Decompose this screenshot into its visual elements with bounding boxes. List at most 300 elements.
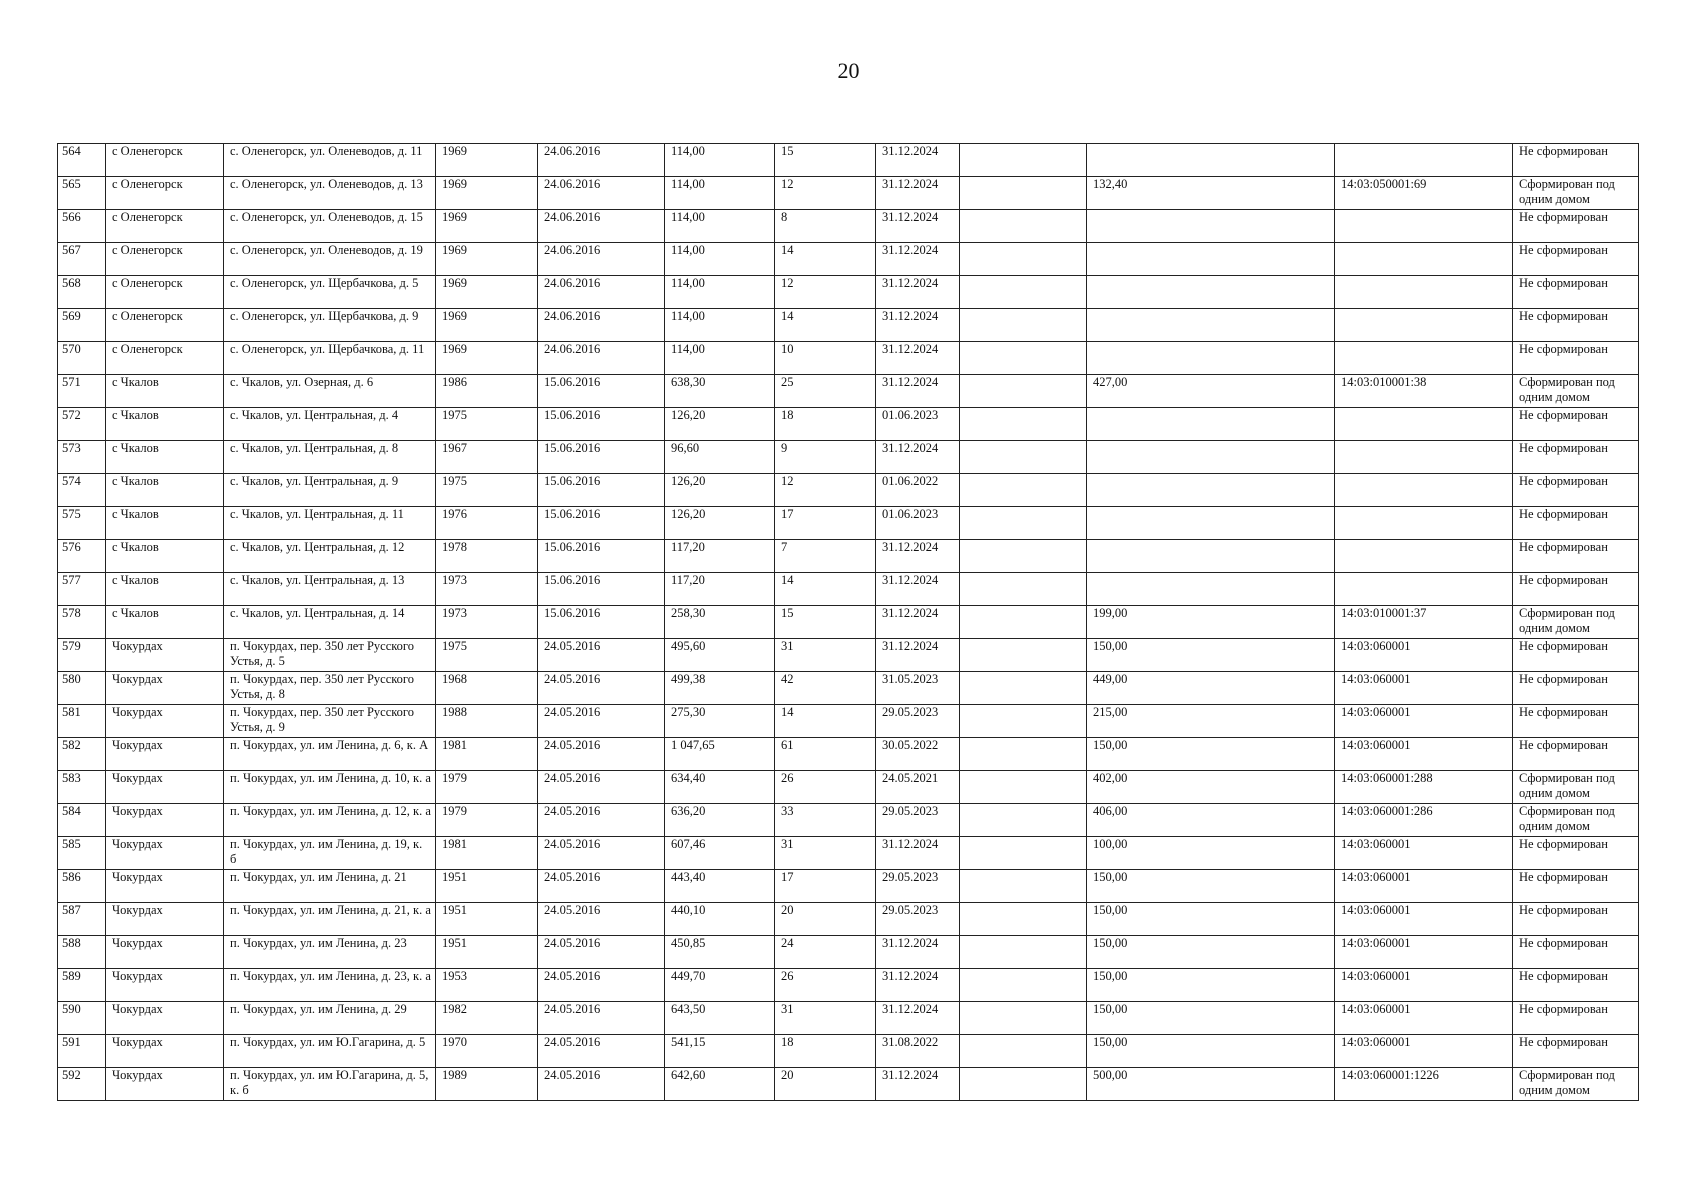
cell-area: 440,10 (665, 903, 775, 936)
cell-year-built: 1975 (436, 474, 538, 507)
cell-area: 114,00 (665, 243, 775, 276)
cell-land-status: Сформирован под одним домом (1513, 804, 1639, 837)
cell-area: 607,46 (665, 837, 775, 870)
cell-residents: 31 (775, 837, 876, 870)
cell-land-status: Не сформирован (1513, 276, 1639, 309)
cell-area: 126,20 (665, 408, 775, 441)
cell-land-area: 406,00 (1087, 804, 1335, 837)
cell-cadastral-number (1335, 210, 1513, 243)
cell-settlement: с Чкалов (106, 540, 224, 573)
cell-land-area: 150,00 (1087, 870, 1335, 903)
cell-deadline: 29.05.2023 (876, 870, 960, 903)
cell-area: 114,00 (665, 177, 775, 210)
cell-deadline: 31.12.2024 (876, 1002, 960, 1035)
cell-area: 117,20 (665, 540, 775, 573)
cell-year-built: 1979 (436, 804, 538, 837)
cell-land-area (1087, 309, 1335, 342)
cell-year-built: 1953 (436, 969, 538, 1002)
table-row (58, 144, 1639, 177)
cell-area: 443,40 (665, 870, 775, 903)
table-row (58, 177, 1639, 210)
cell-address: с. Чкалов, ул. Центральная, д. 4 (224, 408, 436, 441)
cell-land-area (1087, 573, 1335, 606)
table-row (58, 540, 1639, 573)
cell-residents: 33 (775, 804, 876, 837)
cell-survey-date: 24.05.2016 (538, 1035, 665, 1068)
cell-row-number: 582 (58, 738, 106, 771)
cell-deadline: 31.12.2024 (876, 837, 960, 870)
cell-row-number: 590 (58, 1002, 106, 1035)
cell-deadline: 31.12.2024 (876, 243, 960, 276)
cell-land-status: Сформирован под одним домом (1513, 375, 1639, 408)
cell-extra (960, 474, 1087, 507)
table-row (58, 804, 1639, 837)
cell-residents: 25 (775, 375, 876, 408)
cell-land-status: Не сформирован (1513, 507, 1639, 540)
cell-extra (960, 144, 1087, 177)
cell-area: 499,38 (665, 672, 775, 705)
cell-cadastral-number (1335, 309, 1513, 342)
cell-extra (960, 1068, 1087, 1101)
cell-address: п. Чокурдах, ул. им Ленина, д. 6, к. А (224, 738, 436, 771)
cell-extra (960, 771, 1087, 804)
cell-row-number: 573 (58, 441, 106, 474)
cell-survey-date: 24.06.2016 (538, 210, 665, 243)
cell-settlement: с Оленегорск (106, 276, 224, 309)
cell-land-status: Сформирован под одним домом (1513, 177, 1639, 210)
cell-land-status: Не сформирован (1513, 1035, 1639, 1068)
cell-address: с. Чкалов, ул. Центральная, д. 9 (224, 474, 436, 507)
cell-land-status: Не сформирован (1513, 639, 1639, 672)
cell-deadline: 29.05.2023 (876, 705, 960, 738)
cell-deadline: 31.12.2024 (876, 342, 960, 375)
cell-extra (960, 837, 1087, 870)
cell-survey-date: 24.05.2016 (538, 936, 665, 969)
cell-row-number: 567 (58, 243, 106, 276)
cell-cadastral-number: 14:03:060001:286 (1335, 804, 1513, 837)
cell-year-built: 1986 (436, 375, 538, 408)
cell-area: 114,00 (665, 210, 775, 243)
cell-year-built: 1978 (436, 540, 538, 573)
table-row (58, 243, 1639, 276)
cell-cadastral-number: 14:03:060001 (1335, 1002, 1513, 1035)
cell-deadline: 31.12.2024 (876, 1068, 960, 1101)
cell-survey-date: 24.05.2016 (538, 1002, 665, 1035)
cell-area: 117,20 (665, 573, 775, 606)
cell-survey-date: 24.05.2016 (538, 837, 665, 870)
cell-cadastral-number (1335, 276, 1513, 309)
table-row (58, 342, 1639, 375)
cell-land-area (1087, 342, 1335, 375)
cell-residents: 7 (775, 540, 876, 573)
cell-address: п. Чокурдах, ул. им Ленина, д. 12, к. а (224, 804, 436, 837)
page-number: 20 (837, 58, 860, 83)
cell-row-number: 578 (58, 606, 106, 639)
cell-extra (960, 606, 1087, 639)
cell-extra (960, 210, 1087, 243)
cell-address: п. Чокурдах, ул. им Ленина, д. 10, к. а (224, 771, 436, 804)
cell-land-area (1087, 540, 1335, 573)
cell-cadastral-number (1335, 342, 1513, 375)
table-row (58, 771, 1639, 804)
cell-deadline: 01.06.2023 (876, 507, 960, 540)
cell-land-status: Сформирован под одним домом (1513, 1068, 1639, 1101)
table-row (58, 474, 1639, 507)
cell-survey-date: 24.06.2016 (538, 276, 665, 309)
cell-extra (960, 507, 1087, 540)
cell-address: с. Оленегорск, ул. Щербачкова, д. 5 (224, 276, 436, 309)
cell-row-number: 575 (58, 507, 106, 540)
cell-cadastral-number: 14:03:050001:69 (1335, 177, 1513, 210)
cell-row-number: 568 (58, 276, 106, 309)
cell-survey-date: 15.06.2016 (538, 507, 665, 540)
cell-land-area: 199,00 (1087, 606, 1335, 639)
cell-residents: 14 (775, 243, 876, 276)
cell-settlement: с Чкалов (106, 606, 224, 639)
cell-residents: 14 (775, 573, 876, 606)
cell-land-area: 150,00 (1087, 969, 1335, 1002)
cell-residents: 8 (775, 210, 876, 243)
cell-year-built: 1969 (436, 177, 538, 210)
housing-registry-table (57, 143, 1639, 1101)
cell-land-status: Не сформирован (1513, 540, 1639, 573)
cell-extra (960, 738, 1087, 771)
cell-survey-date: 24.05.2016 (538, 738, 665, 771)
cell-area: 634,40 (665, 771, 775, 804)
cell-year-built: 1969 (436, 210, 538, 243)
cell-area: 275,30 (665, 705, 775, 738)
cell-settlement: Чокурдах (106, 870, 224, 903)
cell-residents: 17 (775, 870, 876, 903)
cell-settlement: Чокурдах (106, 738, 224, 771)
cell-extra (960, 1035, 1087, 1068)
cell-extra (960, 705, 1087, 738)
cell-deadline: 31.12.2024 (876, 606, 960, 639)
cell-survey-date: 15.06.2016 (538, 408, 665, 441)
cell-settlement: с Чкалов (106, 507, 224, 540)
cell-settlement: Чокурдах (106, 837, 224, 870)
cell-survey-date: 24.05.2016 (538, 672, 665, 705)
cell-year-built: 1967 (436, 441, 538, 474)
cell-residents: 24 (775, 936, 876, 969)
cell-area: 636,20 (665, 804, 775, 837)
cell-address: с. Чкалов, ул. Центральная, д. 12 (224, 540, 436, 573)
table-row (58, 969, 1639, 1002)
cell-land-area (1087, 243, 1335, 276)
cell-area: 126,20 (665, 507, 775, 540)
cell-address: с. Оленегорск, ул. Щербачкова, д. 9 (224, 309, 436, 342)
cell-cadastral-number: 14:03:060001 (1335, 903, 1513, 936)
cell-area: 449,70 (665, 969, 775, 1002)
cell-address: с. Чкалов, ул. Озерная, д. 6 (224, 375, 436, 408)
cell-settlement: с Чкалов (106, 375, 224, 408)
cell-cadastral-number (1335, 441, 1513, 474)
cell-cadastral-number (1335, 507, 1513, 540)
cell-cadastral-number: 14:03:060001 (1335, 672, 1513, 705)
cell-land-status: Не сформирован (1513, 474, 1639, 507)
cell-settlement: Чокурдах (106, 969, 224, 1002)
table-row (58, 639, 1639, 672)
cell-deadline: 31.12.2024 (876, 969, 960, 1002)
cell-address: с. Оленегорск, ул. Щербачкова, д. 11 (224, 342, 436, 375)
cell-land-area (1087, 441, 1335, 474)
cell-area: 541,15 (665, 1035, 775, 1068)
cell-year-built: 1951 (436, 903, 538, 936)
cell-year-built: 1975 (436, 639, 538, 672)
cell-settlement: с Оленегорск (106, 309, 224, 342)
cell-land-status: Не сформирован (1513, 903, 1639, 936)
cell-survey-date: 24.06.2016 (538, 243, 665, 276)
cell-land-area: 150,00 (1087, 639, 1335, 672)
cell-year-built: 1981 (436, 837, 538, 870)
cell-deadline: 29.05.2023 (876, 903, 960, 936)
cell-land-area: 500,00 (1087, 1068, 1335, 1101)
cell-deadline: 31.12.2024 (876, 540, 960, 573)
cell-residents: 20 (775, 903, 876, 936)
cell-deadline: 24.05.2021 (876, 771, 960, 804)
cell-land-status: Не сформирован (1513, 870, 1639, 903)
table-row (58, 210, 1639, 243)
cell-extra (960, 243, 1087, 276)
cell-land-status: Не сформирован (1513, 573, 1639, 606)
table-row (58, 1002, 1639, 1035)
cell-year-built: 1982 (436, 1002, 538, 1035)
cell-extra (960, 672, 1087, 705)
cell-survey-date: 15.06.2016 (538, 474, 665, 507)
table-row (58, 441, 1639, 474)
cell-cadastral-number (1335, 573, 1513, 606)
cell-land-status: Не сформирован (1513, 738, 1639, 771)
cell-settlement: Чокурдах (106, 771, 224, 804)
cell-residents: 18 (775, 408, 876, 441)
cell-year-built: 1969 (436, 309, 538, 342)
cell-cadastral-number (1335, 144, 1513, 177)
cell-survey-date: 15.06.2016 (538, 540, 665, 573)
cell-deadline: 31.12.2024 (876, 573, 960, 606)
cell-year-built: 1951 (436, 936, 538, 969)
cell-address: п. Чокурдах, ул. им Ленина, д. 23, к. а (224, 969, 436, 1002)
table-row (58, 375, 1639, 408)
cell-land-area (1087, 144, 1335, 177)
cell-settlement: с Чкалов (106, 441, 224, 474)
cell-area: 642,60 (665, 1068, 775, 1101)
cell-area: 638,30 (665, 375, 775, 408)
cell-area: 114,00 (665, 309, 775, 342)
cell-cadastral-number (1335, 474, 1513, 507)
cell-residents: 26 (775, 771, 876, 804)
cell-deadline: 31.12.2024 (876, 144, 960, 177)
cell-row-number: 580 (58, 672, 106, 705)
cell-extra (960, 804, 1087, 837)
cell-settlement: Чокурдах (106, 1002, 224, 1035)
cell-settlement: с Оленегорск (106, 177, 224, 210)
cell-year-built: 1969 (436, 342, 538, 375)
cell-settlement: с Оленегорск (106, 210, 224, 243)
cell-extra (960, 276, 1087, 309)
cell-land-area: 150,00 (1087, 903, 1335, 936)
table-row (58, 870, 1639, 903)
cell-cadastral-number (1335, 243, 1513, 276)
cell-row-number: 579 (58, 639, 106, 672)
cell-land-status: Не сформирован (1513, 672, 1639, 705)
cell-extra (960, 870, 1087, 903)
table-body (58, 144, 1639, 1101)
cell-extra (960, 903, 1087, 936)
cell-address: п. Чокурдах, ул. им Ленина, д. 21 (224, 870, 436, 903)
cell-deadline: 31.08.2022 (876, 1035, 960, 1068)
cell-cadastral-number (1335, 540, 1513, 573)
cell-settlement: Чокурдах (106, 1035, 224, 1068)
cell-extra (960, 177, 1087, 210)
cell-residents: 42 (775, 672, 876, 705)
cell-deadline: 30.05.2022 (876, 738, 960, 771)
cell-row-number: 591 (58, 1035, 106, 1068)
cell-row-number: 581 (58, 705, 106, 738)
cell-settlement: Чокурдах (106, 639, 224, 672)
cell-settlement: Чокурдах (106, 705, 224, 738)
cell-land-status: Не сформирован (1513, 408, 1639, 441)
cell-extra (960, 936, 1087, 969)
cell-survey-date: 15.06.2016 (538, 441, 665, 474)
cell-residents: 31 (775, 1002, 876, 1035)
cell-residents: 9 (775, 441, 876, 474)
cell-land-area: 132,40 (1087, 177, 1335, 210)
cell-survey-date: 24.05.2016 (538, 1068, 665, 1101)
cell-land-area: 427,00 (1087, 375, 1335, 408)
cell-address: с. Чкалов, ул. Центральная, д. 13 (224, 573, 436, 606)
cell-area: 1 047,65 (665, 738, 775, 771)
cell-year-built: 1969 (436, 276, 538, 309)
cell-year-built: 1975 (436, 408, 538, 441)
cell-row-number: 585 (58, 837, 106, 870)
cell-residents: 10 (775, 342, 876, 375)
cell-settlement: с Оленегорск (106, 342, 224, 375)
cell-extra (960, 309, 1087, 342)
cell-survey-date: 24.06.2016 (538, 144, 665, 177)
cell-land-status: Сформирован под одним домом (1513, 771, 1639, 804)
cell-area: 114,00 (665, 276, 775, 309)
cell-row-number: 571 (58, 375, 106, 408)
cell-cadastral-number: 14:03:060001 (1335, 1035, 1513, 1068)
cell-cadastral-number: 14:03:010001:37 (1335, 606, 1513, 639)
cell-row-number: 588 (58, 936, 106, 969)
cell-cadastral-number: 14:03:060001 (1335, 705, 1513, 738)
cell-extra (960, 1002, 1087, 1035)
cell-cadastral-number: 14:03:060001 (1335, 870, 1513, 903)
cell-land-status: Не сформирован (1513, 243, 1639, 276)
cell-row-number: 589 (58, 969, 106, 1002)
cell-residents: 12 (775, 276, 876, 309)
cell-residents: 17 (775, 507, 876, 540)
cell-settlement: Чокурдах (106, 804, 224, 837)
cell-land-area (1087, 276, 1335, 309)
cell-row-number: 584 (58, 804, 106, 837)
cell-row-number: 587 (58, 903, 106, 936)
cell-residents: 18 (775, 1035, 876, 1068)
cell-residents: 14 (775, 705, 876, 738)
cell-year-built: 1973 (436, 606, 538, 639)
cell-survey-date: 24.05.2016 (538, 870, 665, 903)
table-row (58, 573, 1639, 606)
cell-residents: 12 (775, 474, 876, 507)
cell-address: п. Чокурдах, пер. 350 лет Русского Устья, д. 9 (224, 705, 436, 738)
cell-year-built: 1989 (436, 1068, 538, 1101)
cell-cadastral-number (1335, 408, 1513, 441)
table-row (58, 903, 1639, 936)
cell-land-status: Не сформирован (1513, 309, 1639, 342)
cell-row-number: 570 (58, 342, 106, 375)
cell-deadline: 31.05.2023 (876, 672, 960, 705)
table-row (58, 309, 1639, 342)
cell-address: с. Чкалов, ул. Центральная, д. 11 (224, 507, 436, 540)
cell-area: 114,00 (665, 342, 775, 375)
table-row (58, 672, 1639, 705)
cell-residents: 20 (775, 1068, 876, 1101)
cell-area: 258,30 (665, 606, 775, 639)
cell-address: п. Чокурдах, ул. им Ленина, д. 19, к. б (224, 837, 436, 870)
table-row (58, 837, 1639, 870)
cell-deadline: 31.12.2024 (876, 639, 960, 672)
cell-survey-date: 24.06.2016 (538, 309, 665, 342)
cell-address: п. Чокурдах, ул. им Ленина, д. 21, к. а (224, 903, 436, 936)
cell-land-area: 215,00 (1087, 705, 1335, 738)
cell-survey-date: 15.06.2016 (538, 573, 665, 606)
table-row (58, 408, 1639, 441)
cell-deadline: 01.06.2022 (876, 474, 960, 507)
cell-land-status: Не сформирован (1513, 144, 1639, 177)
cell-extra (960, 342, 1087, 375)
cell-land-status: Не сформирован (1513, 342, 1639, 375)
cell-deadline: 31.12.2024 (876, 309, 960, 342)
cell-deadline: 31.12.2024 (876, 276, 960, 309)
cell-settlement: Чокурдах (106, 903, 224, 936)
cell-land-area: 100,00 (1087, 837, 1335, 870)
cell-year-built: 1951 (436, 870, 538, 903)
cell-row-number: 586 (58, 870, 106, 903)
cell-deadline: 29.05.2023 (876, 804, 960, 837)
cell-address: п. Чокурдах, ул. им Ю.Гагарина, д. 5 (224, 1035, 436, 1068)
cell-year-built: 1968 (436, 672, 538, 705)
cell-address: п. Чокурдах, пер. 350 лет Русского Устья, д. 5 (224, 639, 436, 672)
cell-year-built: 1988 (436, 705, 538, 738)
cell-address: с. Оленегорск, ул. Оленеводов, д. 11 (224, 144, 436, 177)
cell-settlement: Чокурдах (106, 1068, 224, 1101)
cell-deadline: 31.12.2024 (876, 375, 960, 408)
cell-row-number: 583 (58, 771, 106, 804)
cell-row-number: 569 (58, 309, 106, 342)
cell-survey-date: 24.06.2016 (538, 342, 665, 375)
cell-address: п. Чокурдах, пер. 350 лет Русского Устья, д. 8 (224, 672, 436, 705)
cell-settlement: Чокурдах (106, 936, 224, 969)
cell-land-status: Не сформирован (1513, 936, 1639, 969)
cell-land-area: 150,00 (1087, 936, 1335, 969)
table-row (58, 1068, 1639, 1101)
cell-survey-date: 15.06.2016 (538, 606, 665, 639)
cell-residents: 26 (775, 969, 876, 1002)
cell-survey-date: 24.05.2016 (538, 804, 665, 837)
cell-address: с. Чкалов, ул. Центральная, д. 8 (224, 441, 436, 474)
cell-land-area: 402,00 (1087, 771, 1335, 804)
cell-area: 495,60 (665, 639, 775, 672)
cell-area: 450,85 (665, 936, 775, 969)
cell-residents: 14 (775, 309, 876, 342)
cell-cadastral-number: 14:03:060001:288 (1335, 771, 1513, 804)
cell-survey-date: 24.06.2016 (538, 177, 665, 210)
cell-row-number: 592 (58, 1068, 106, 1101)
cell-cadastral-number: 14:03:060001 (1335, 936, 1513, 969)
table-row (58, 705, 1639, 738)
cell-area: 114,00 (665, 144, 775, 177)
